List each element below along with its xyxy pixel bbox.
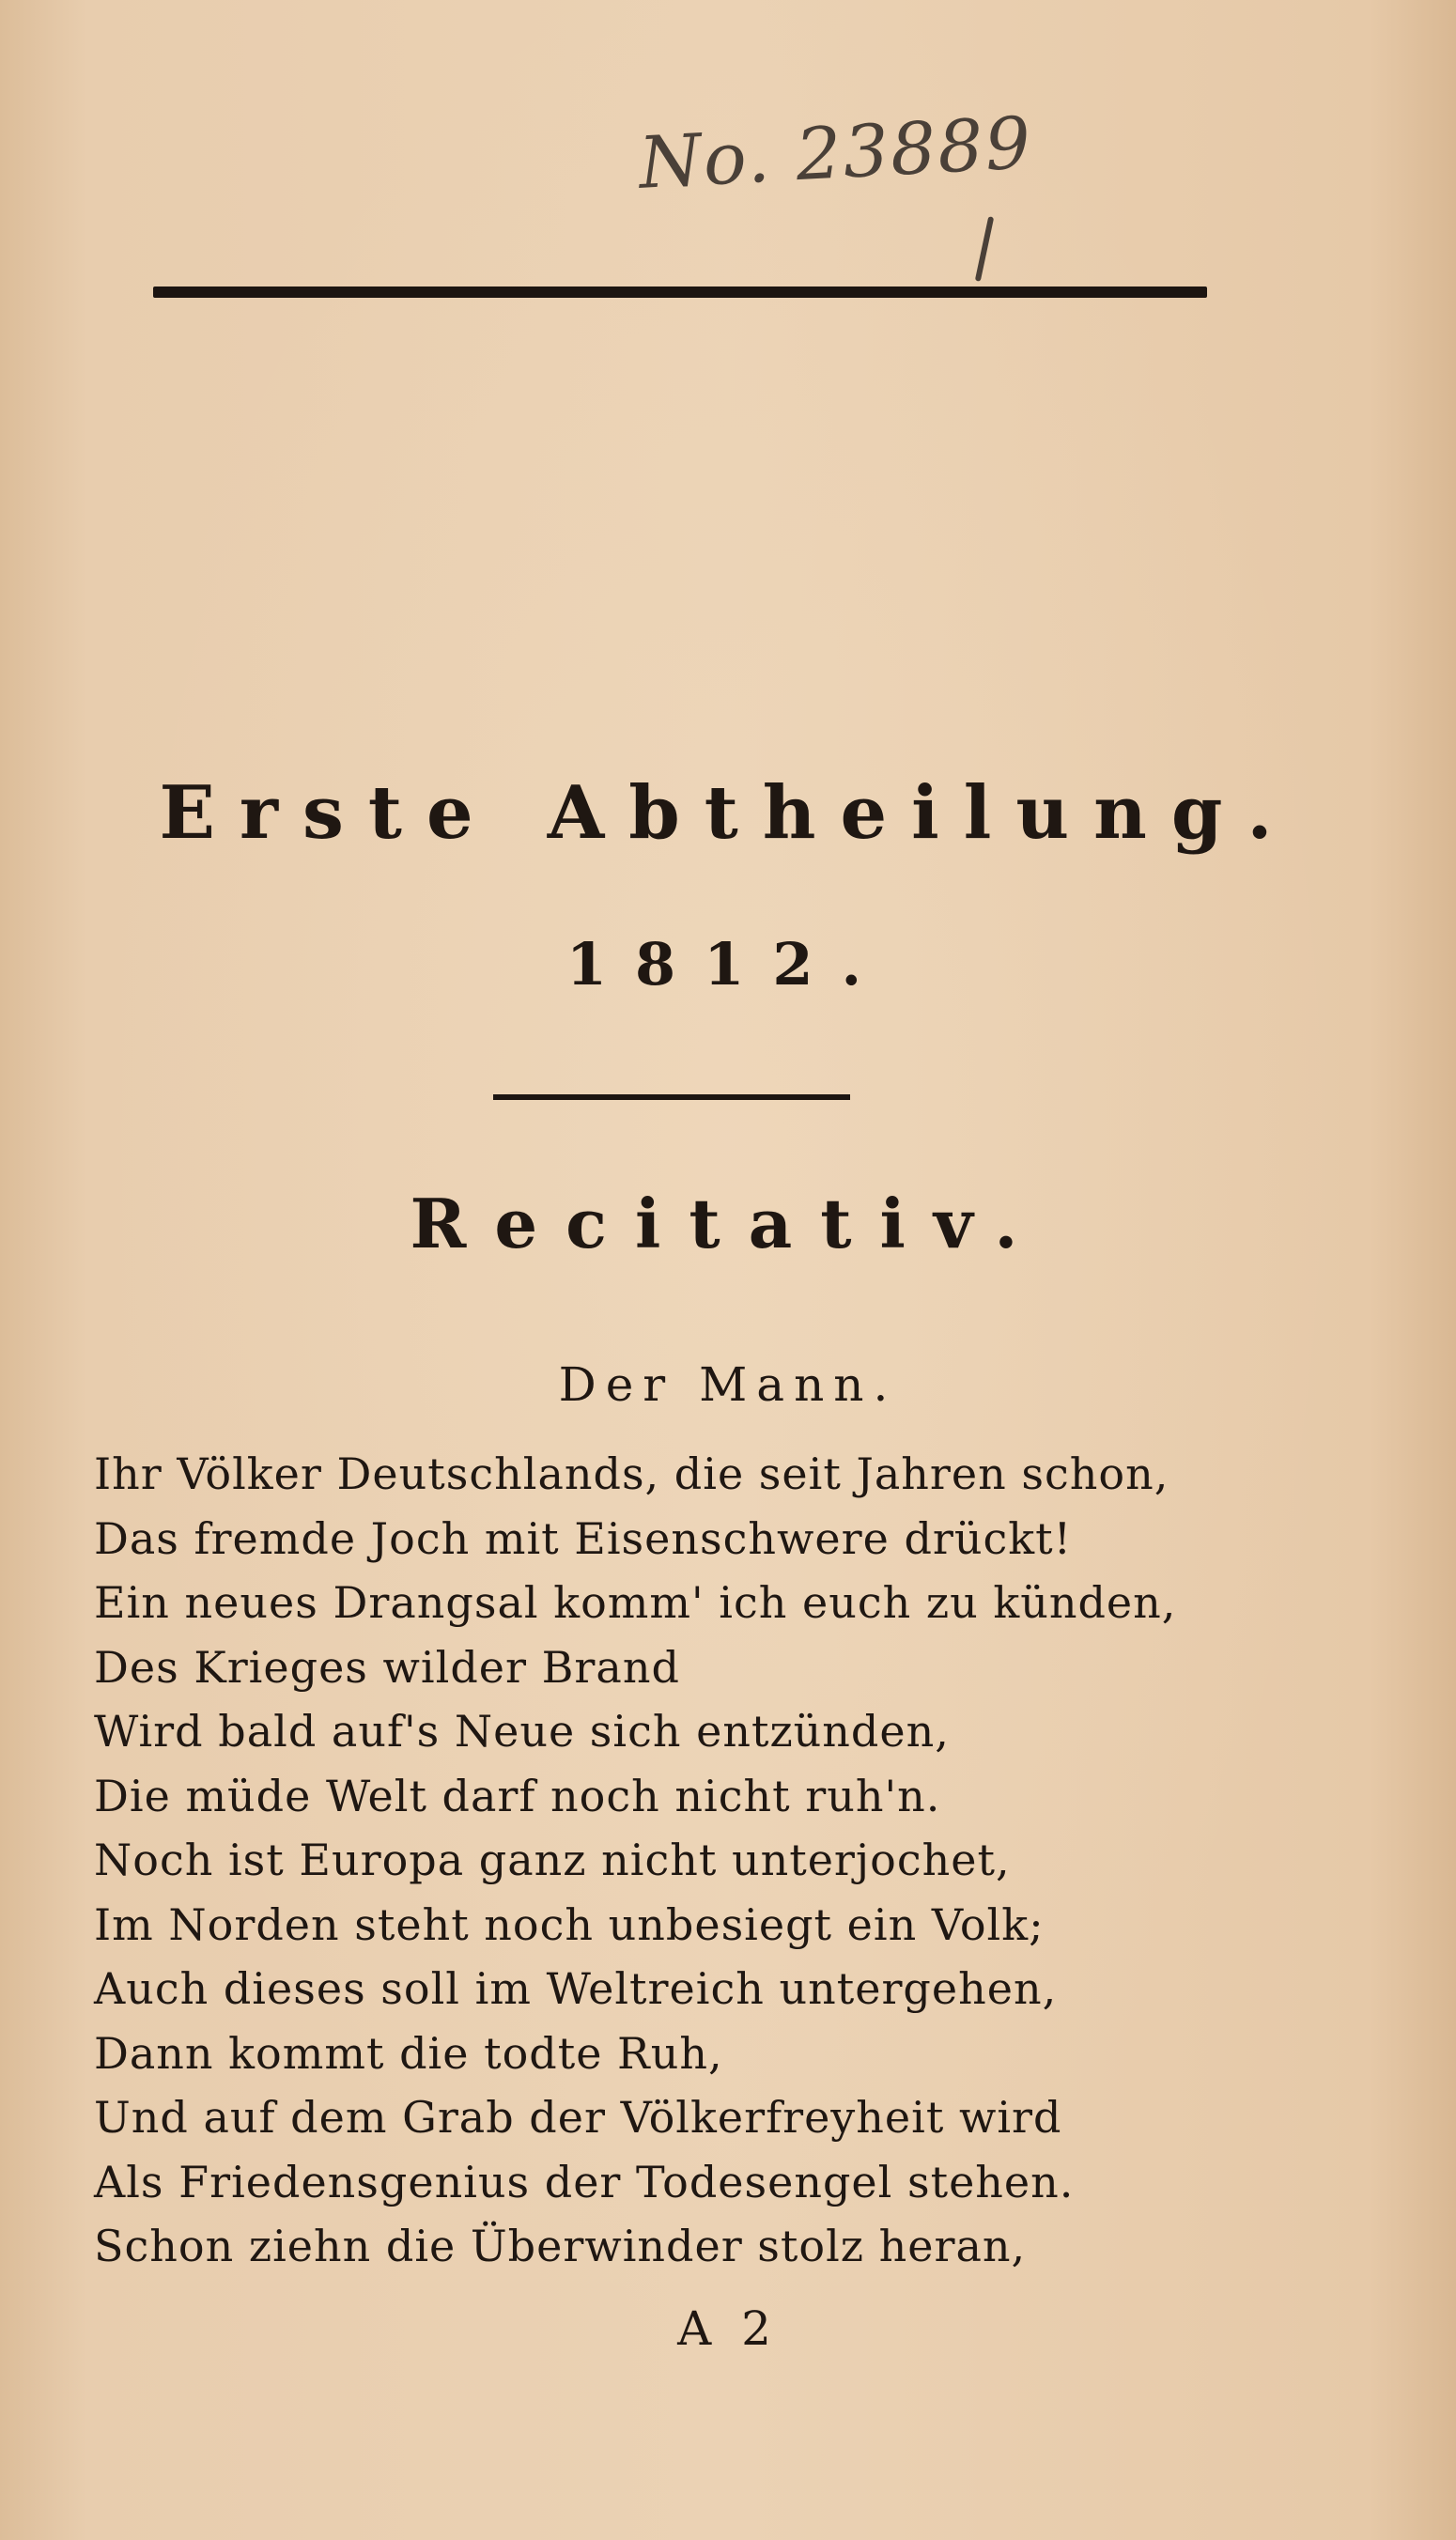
verse-line: Als Friedensgenius der Todesengel stehen.: [94, 2156, 1075, 2207]
pen-stroke: [975, 216, 994, 282]
verse-line: Schon ziehn die Überwinder stolz heran,: [94, 2221, 1027, 2271]
verse-line: Noch ist Europa ganz nicht unterjochet,: [94, 1835, 1011, 1885]
verse-line: Wird bald auf's Neue sich entzünden,: [94, 1706, 950, 1757]
speaker-name: Der Mann.: [558, 1357, 898, 1412]
verse-line: Und auf dem Grab der Völkerfreyheit wird: [94, 2092, 1062, 2143]
verse-line: Dann kommt die todte Ruh,: [94, 2027, 723, 2079]
verse-line: Ihr Völker Deutschlands, die seit Jahren schon,: [94, 1448, 1169, 1499]
signature-mark: A 2: [677, 2301, 779, 2356]
divider-rule: [493, 1094, 850, 1100]
verse-line: Ein neues Drangsal komm' ich euch zu künden,: [94, 1577, 1177, 1628]
verse-line: Das fremde Joch mit Eisenschwere drückt!: [94, 1512, 1073, 1564]
recitative-title: Recitativ.: [410, 1184, 1046, 1263]
verse-line: Des Krieges wilder Brand: [94, 1641, 680, 1693]
verse-line: Auch dieses soll im Weltreich untergehen,: [94, 1963, 1058, 2014]
handwritten-shelfmark: No. 23889: [636, 101, 1035, 205]
verse-line: Die müde Welt darf noch nicht ruh'n.: [94, 1770, 941, 1821]
verse-line: Im Norden steht noch unbesiegt ein Volk;: [94, 1898, 1045, 1950]
verse-block: [94, 1442, 1409, 2279]
year-heading: 1812.: [565, 930, 891, 999]
section-title: Erste Abtheilung.: [159, 770, 1297, 856]
top-rule: [153, 287, 1207, 298]
